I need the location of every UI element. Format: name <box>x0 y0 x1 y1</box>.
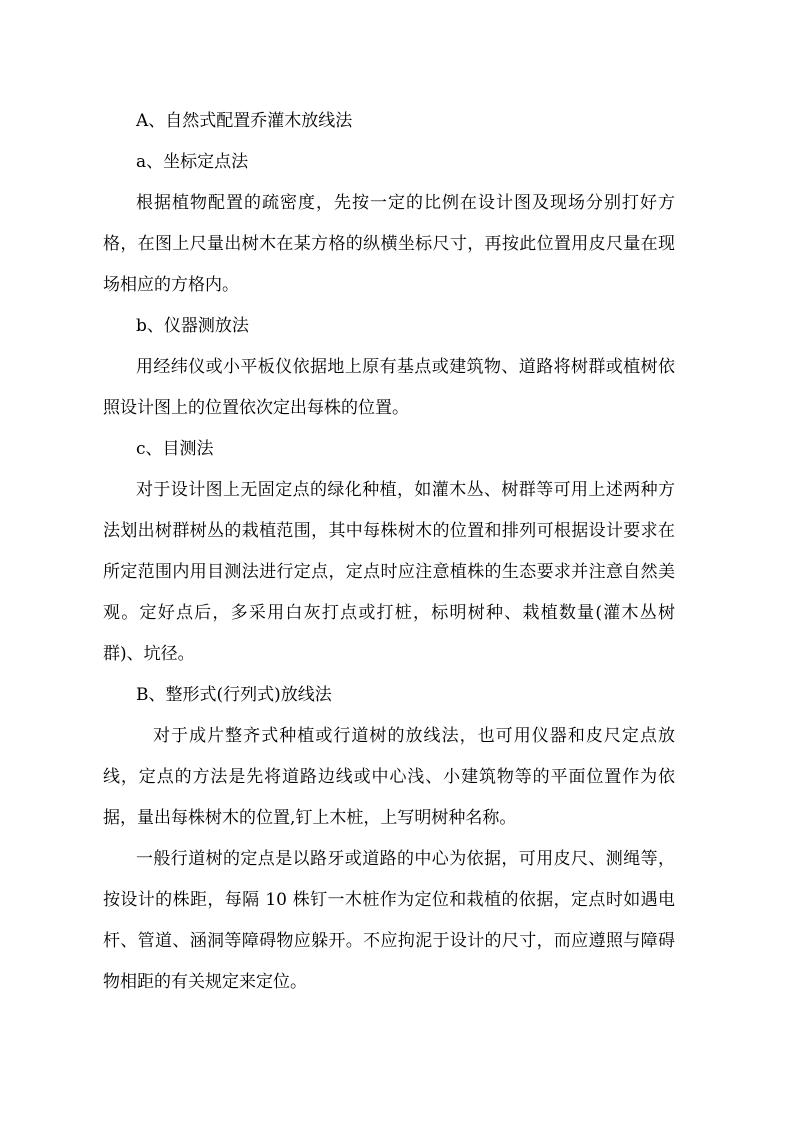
text-line: 用经纬仪或小平板仪依据地上原有基点或建筑物、道路将树群或 <box>136 357 624 377</box>
subheading-instrument-method <box>103 306 675 347</box>
text-line: 根据植物配置的疏密度，先按一定的比例在设计图及现场分别打好 <box>136 193 658 213</box>
paragraph-coordinate-method <box>103 183 675 306</box>
text-line: 计要求在所定范围内用目测法进行定点，定点时应注意植株的生态要求 <box>103 521 675 582</box>
text-line: 应遵照与障碍物相距的有关规定来定位。 <box>103 931 675 992</box>
text-line: 并注意自然美观。定好点后，多采用白灰打点或打桩，标明树种、栽植 <box>103 562 675 623</box>
document-body <box>103 101 675 1003</box>
text-line: 对于成片整齐式种植或行道树的放线法，也可用仪器和皮尺定点 <box>153 726 658 746</box>
text-line: c、目测法 <box>136 439 214 459</box>
text-line: 一般行道树的定点是以路牙或道路的中心为依据，可用皮尺、测绳 <box>136 849 641 869</box>
paragraph-row-planting <box>103 716 675 839</box>
text-line: b、仪器测放法 <box>136 316 249 336</box>
text-line: 时如遇电杆、管道、涵洞等障碍物应躲开。不应拘泥于设计的尺寸，而 <box>103 890 675 951</box>
subheading-coordinate-method <box>103 142 675 183</box>
text-line: 方格，在图上尺量出树木在某方格的纵横坐标尺寸，再按此位置用皮尺 <box>103 193 675 254</box>
paragraph-street-trees <box>103 839 675 1003</box>
text-line: 对于设计图上无固定点的绿化种植，如灌木丛、树群等可用上述两 <box>136 480 641 500</box>
text-line: 植树依照设计图上的位置依次定出每株的位置。 <box>103 357 676 418</box>
text-line: 种方法划出树群树丛的栽植范围，其中每株树木的位置和排列可根据设 <box>103 480 676 541</box>
paragraph-visual-method <box>103 470 675 675</box>
text-line: 为依据，量出每株树木的位置,钉上木桩，上写明树种名称。 <box>103 767 676 828</box>
text-line: 等，按设计的株距，每隔 10 株钉一木桩作为定位和栽植的依据，定点 <box>103 849 676 910</box>
subheading-visual-method <box>103 429 675 470</box>
section-heading-a <box>103 101 675 142</box>
text-line: 数量(灌木丛树群)、坑径。 <box>103 603 675 664</box>
text-line: a、坐标定点法 <box>136 152 249 172</box>
text-line: 放线，定点的方法是先将道路边线或中心浅、小建筑物等的平面位置作 <box>103 726 675 787</box>
text-line: A、自然式配置乔灌木放线法 <box>136 111 353 131</box>
paragraph-instrument-method <box>103 347 675 429</box>
section-heading-b <box>103 675 675 716</box>
text-line: B、整形式(行列式)放线法 <box>136 685 332 705</box>
text-line: 量在现场相应的方格内。 <box>103 234 675 295</box>
